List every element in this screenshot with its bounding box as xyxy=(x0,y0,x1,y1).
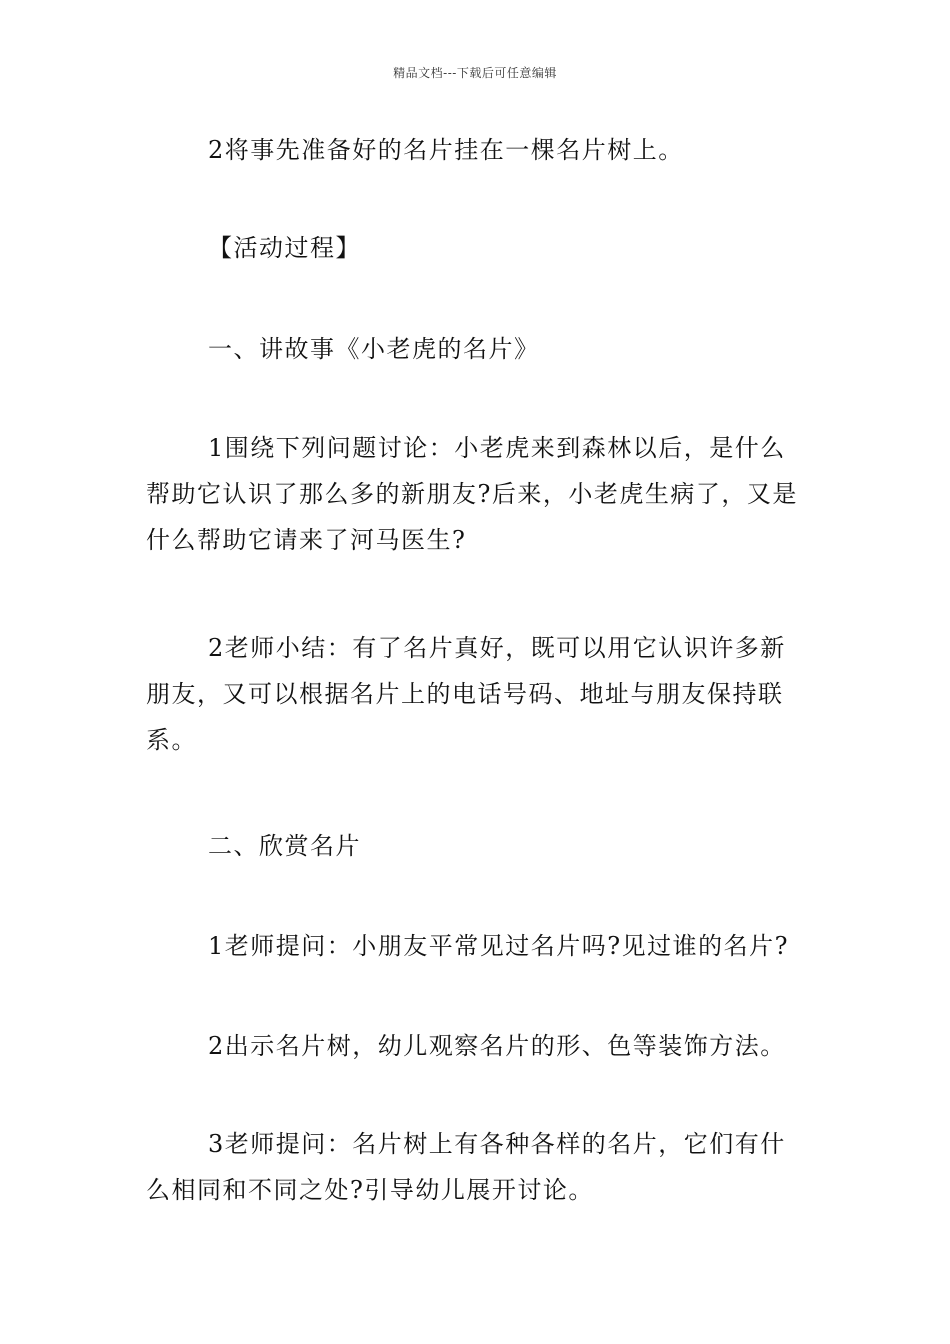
paragraph-prep-step-2: 2将事先准备好的名片挂在一棵名片树上。 xyxy=(208,136,684,164)
section-heading-story: 一、讲故事《小老虎的名片》 xyxy=(208,335,540,363)
paragraph-discussion-questions: 1围绕下列问题讨论：小老虎来到森林以后，是什么帮助它认识了那么多的新朋友?后来，小老虎生病了，又是什么帮助它请来了河马医生? xyxy=(146,434,798,554)
paragraph-teacher-summary: 2老师小结：有了名片真好，既可以用它认识许多新朋友，又可以根据名片上的电话号码、地址与朋友保持联系。 xyxy=(146,634,786,754)
section-heading-appreciate-cards: 二、欣赏名片 xyxy=(208,832,361,860)
paragraph-show-card-tree: 2出示名片树，幼儿观察名片的形、色等装饰方法。 xyxy=(208,1032,786,1060)
page-header: 精品文档---下载后可任意编辑 xyxy=(393,66,557,80)
paragraph-teacher-question-3: 3老师提问：名片树上有各种各样的名片，它们有什么相同和不同之处?引导幼儿展开讨论。 xyxy=(146,1130,786,1204)
paragraph-teacher-question-1: 1老师提问：小朋友平常见过名片吗?见过谁的名片? xyxy=(208,932,790,960)
section-heading-activity-process: 【活动过程】 xyxy=(208,234,361,262)
